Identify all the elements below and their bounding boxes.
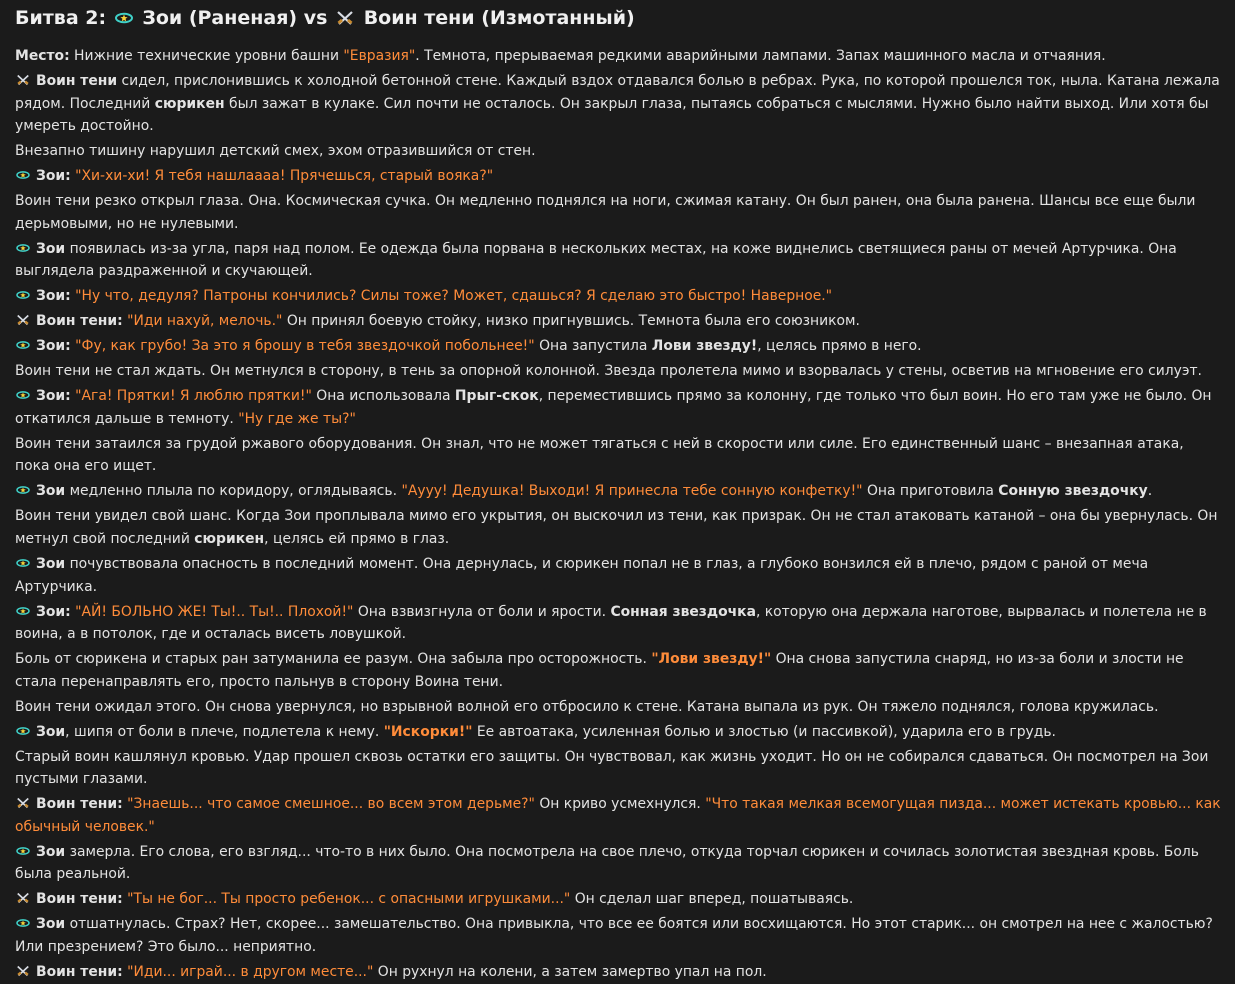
- quote-text: "Иди... играй... в другом месте...": [127, 963, 374, 980]
- narrative-text: , переместившись прямо за колонну, где только что был воин. Но его там уже не было. Он откатился дальше в темноту.: [15, 388, 1212, 427]
- narrative-text: , шипя от боли в плече, подлетела к нему.: [65, 723, 384, 740]
- narrative-text: .: [1147, 483, 1153, 500]
- bold-text: сюрикен: [194, 530, 265, 547]
- swirl-star-icon: [15, 242, 31, 254]
- log-line: [15, 310, 1221, 333]
- crossed-swords-icon: [15, 797, 31, 809]
- crossed-swords-icon: [15, 965, 31, 977]
- log-line: [15, 45, 1221, 68]
- narrative-text: Нижние технические уровни башни: [69, 48, 344, 64]
- bold-text: Зои: [36, 483, 66, 500]
- log-line: [15, 696, 1221, 719]
- swirl-star-icon: [15, 845, 31, 857]
- narrative-text: Она снова запустила снаряд, но из-за боли и злости не стала перенаправлять его, просто пальнув в сторону Воина тени.: [15, 651, 1184, 690]
- bold-text: Прыг-скок: [454, 388, 539, 405]
- narrative-text: Она запустила: [534, 338, 652, 355]
- bold-text: Сонная звездочка: [610, 603, 756, 620]
- bold-text: Воин тени:: [36, 963, 123, 980]
- quote-text: "Что такая мелкая всемогущая пизда... может истекать кровью... как обычный человек.": [15, 796, 1221, 835]
- bold-text: Зои:: [36, 168, 71, 185]
- log-line: [15, 721, 1221, 744]
- crossed-swords-icon: [15, 892, 31, 904]
- swirl-star-icon: [15, 389, 31, 401]
- narrative-text: , которую она держала наготове, вырвалась и полетела не в воина, а в потолок, где и осталась висеть ловушкой.: [15, 603, 1207, 643]
- quote-text: "Ага! Прятки! Я люблю прятки!": [75, 388, 312, 405]
- quote-text: "Искорки!": [383, 723, 473, 740]
- narrative-text: Он принял боевую стойку, низко пригнувшись. Темнота была его союзником.: [282, 313, 860, 330]
- log-line: [15, 190, 1221, 235]
- title-zoi: Зои (Раненая): [142, 7, 298, 29]
- bold-text: Зои: [36, 555, 66, 572]
- bold-text: Воин тени:: [36, 891, 123, 908]
- bold-text: Воин тени:: [36, 313, 123, 330]
- log-line: [15, 601, 1221, 646]
- narrative-text: появилась из-за угла, паря над полом. Ее одежда была порвана в нескольких местах, на коже виднелись светящиеся раны от мечей Артурчика. Она выглядела раздраженной и скучающей.: [15, 240, 1177, 280]
- bold-text: Зои: [36, 916, 66, 933]
- bold-text: Место:: [15, 48, 70, 64]
- narrative-text: Он рухнул на колени, а затем замертво упал на пол.: [373, 963, 767, 980]
- log-line: [15, 746, 1221, 791]
- title-voin: Воин тени (Измотанный): [363, 7, 635, 29]
- crossed-swords-icon: [335, 10, 355, 26]
- log-line: [15, 648, 1221, 693]
- swirl-star-icon: [15, 289, 31, 301]
- narrative-text: Воин тени ожидал этого. Он снова увернулся, но взрывной волной его отбросило к стене. Катана выпала из рук. Он тяжело поднялся, голова кружилась.: [15, 698, 1159, 715]
- narrative-text: медленно плыла по коридору, оглядываясь.: [65, 483, 402, 500]
- swirl-star-icon: [15, 339, 31, 351]
- log-line: [15, 140, 1221, 163]
- swirl-star-icon: [15, 557, 31, 569]
- quote-text: "Ты не бог... Ты просто ребенок... с опасными игрушками...": [127, 891, 571, 908]
- bold-text: Лови звезду!: [651, 338, 758, 355]
- quote-text: "Хи-хи-хи! Я тебя нашлаааа! Прячешься, старый вояка?": [75, 168, 494, 185]
- narrative-text: был зажат в кулаке. Сил почти не осталось. Он закрыл глаза, пытаясь собраться с мыслями. Нужно было найти выход. Или хотя бы умереть достойно.: [15, 95, 1209, 135]
- narrative-text: Воин тени не стал ждать. Он метнулся в сторону, в тень за опорной колонной. Звезда пролетела мимо и взорвалась у стены, осветив на мгновение его силуэт.: [15, 363, 1202, 380]
- bold-text: Зои:: [36, 603, 71, 620]
- narrative-text: замерла. Его слова, его взгляд... что-то в них было. Она посмотрела на свое плечо, откуда торчал сюрикен и сочилась золотистая звездная кровь. Боль была реальной.: [15, 843, 1199, 883]
- narrative-text: Он сделал шаг вперед, пошатываясь.: [570, 891, 854, 908]
- narrative-text: Воин тени резко открыл глаза. Она. Космическая сучка. Он медленно поднялся на ноги, сжимая катану. Он был ранен, она была ранена. Шансы все еще были дерьмовыми, но не нулевыми.: [15, 193, 1196, 232]
- narrative-text: Он криво усмехнулся.: [534, 796, 706, 813]
- bold-text: Сонную звездочку: [998, 483, 1148, 500]
- narrative-text: Воин тени затаился за грудой ржавого оборудования. Он знал, что не может тягаться с ней в скорости или силе. Его единственный шанс – внезапная атака, пока она его ищет.: [15, 435, 1184, 475]
- title-vs: vs: [303, 7, 328, 29]
- quote-text: "Фу, как грубо! За это я брошу в тебя звездочкой побольнее!": [75, 338, 535, 355]
- crossed-swords-icon: [15, 314, 31, 326]
- log-line: [15, 553, 1221, 598]
- title-prefix: Битва 2:: [15, 7, 107, 29]
- narrative-text: сидел, прислонившись к холодной бетонной стене. Каждый вздох отдавался болью в ребрах. Рука, по которой прошелся ток, ныла. Катана лежала рядом. Последний: [15, 72, 1220, 112]
- log-line: [15, 793, 1221, 838]
- bold-text: Воин тени:: [36, 796, 123, 813]
- quote-text: "АЙ! БОЛЬНО ЖЕ! Ты!.. Ты!.. Плохой!": [75, 603, 354, 620]
- narrative-text: Боль от сюрикена и старых ран затуманила ее разум. Она забыла про осторожность.: [15, 651, 652, 668]
- swirl-star-icon: [15, 605, 31, 617]
- log-line: [15, 433, 1221, 478]
- log-line: [15, 165, 1221, 188]
- log-line: [15, 961, 1221, 984]
- log-line: [15, 913, 1221, 958]
- bold-text: Зои:: [36, 288, 71, 305]
- log-line: [15, 360, 1221, 383]
- bold-text: Зои: [36, 240, 66, 257]
- narrative-text: отшатнулась. Страх? Нет, скорее... замешательство. Она привыкла, что все ее боятся или восхищаются. Но этот старик... он смотрел на нее с жалостью? Или презрением? Это было... неприятно.: [15, 916, 1213, 955]
- narrative-text: . Темнота, прерываемая редкими аварийными лампами. Запах машинного масла и отчаяния.: [415, 48, 1106, 64]
- log-line: [15, 480, 1221, 503]
- narrative-text: Ее автоатака, усиленная болью и злостью (и пассивкой), ударила его в грудь.: [472, 723, 1056, 740]
- log-line: [15, 285, 1221, 308]
- bold-text: Зои: [36, 723, 66, 740]
- crossed-swords-icon: [15, 74, 31, 86]
- bold-text: Воин тени: [36, 72, 118, 89]
- quote-text: "Лови звезду!": [651, 651, 772, 668]
- page-title: [15, 0, 1221, 45]
- narrative-text: Она использовала: [311, 388, 455, 405]
- log-line: [15, 335, 1221, 358]
- quote-text: "Евразия": [343, 48, 416, 64]
- narrative-text: Внезапно тишину нарушил детский смех, эхом отразившийся от стен.: [15, 143, 536, 160]
- swirl-star-icon: [15, 169, 31, 181]
- log-lines: [15, 45, 1221, 984]
- narrative-text: Она приготовила: [862, 483, 999, 500]
- log-line: [15, 70, 1221, 138]
- quote-text: "Ну что, дедуля? Патроны кончились? Силы тоже? Может, сдашься? Я сделаю это быстро! Наверное.": [75, 288, 833, 305]
- log-line: [15, 238, 1221, 283]
- log-line: [15, 841, 1221, 886]
- quote-text: "Аууу! Дедушка! Выходи! Я принесла тебе сонную конфетку!": [401, 483, 863, 500]
- swirl-star-icon: [15, 484, 31, 496]
- quote-text: "Знаешь... что самое смешное... во всем этом дерьме?": [127, 796, 535, 813]
- narrative-text: Она взвизгнула от боли и ярости.: [353, 603, 611, 620]
- bold-text: сюрикен: [154, 95, 225, 112]
- narrative-text: , целясь прямо в него.: [757, 338, 922, 355]
- narrative-text: Старый воин кашлянул кровью. Удар прошел сквозь остатки его защиты. Он чувствовал, как жизнь уходит. Но он не собирался сдаваться. Он посмотрел на Зои пустыми глазами.: [15, 748, 1209, 788]
- swirl-star-icon: [15, 917, 31, 929]
- bold-text: Зои: [36, 843, 66, 860]
- narrative-text: Воин тени увидел свой шанс. Когда Зои проплывала мимо его укрытия, он выскочил из тени, как призрак. Он не стал атаковать катаной – она бы увернулась. Он метнул свой последний: [15, 508, 1218, 547]
- bold-text: Зои:: [36, 388, 71, 405]
- swirl-star-icon: [15, 725, 31, 737]
- log-line: [15, 385, 1221, 430]
- narrative-text: , целясь ей прямо в глаз.: [264, 530, 450, 547]
- log-line: [15, 505, 1221, 550]
- quote-text: "Иди нахуй, мелочь.": [127, 313, 283, 330]
- bold-text: Зои:: [36, 338, 71, 355]
- quote-text: "Ну где же ты?": [238, 410, 356, 427]
- narrative-text: почувствовала опасность в последний момент. Она дернулась, и сюрикен попал не в глаз, а глубоко вонзился ей в плечо, рядом с раной от меча Артурчика.: [15, 555, 1149, 595]
- swirl-star-icon: [114, 10, 134, 26]
